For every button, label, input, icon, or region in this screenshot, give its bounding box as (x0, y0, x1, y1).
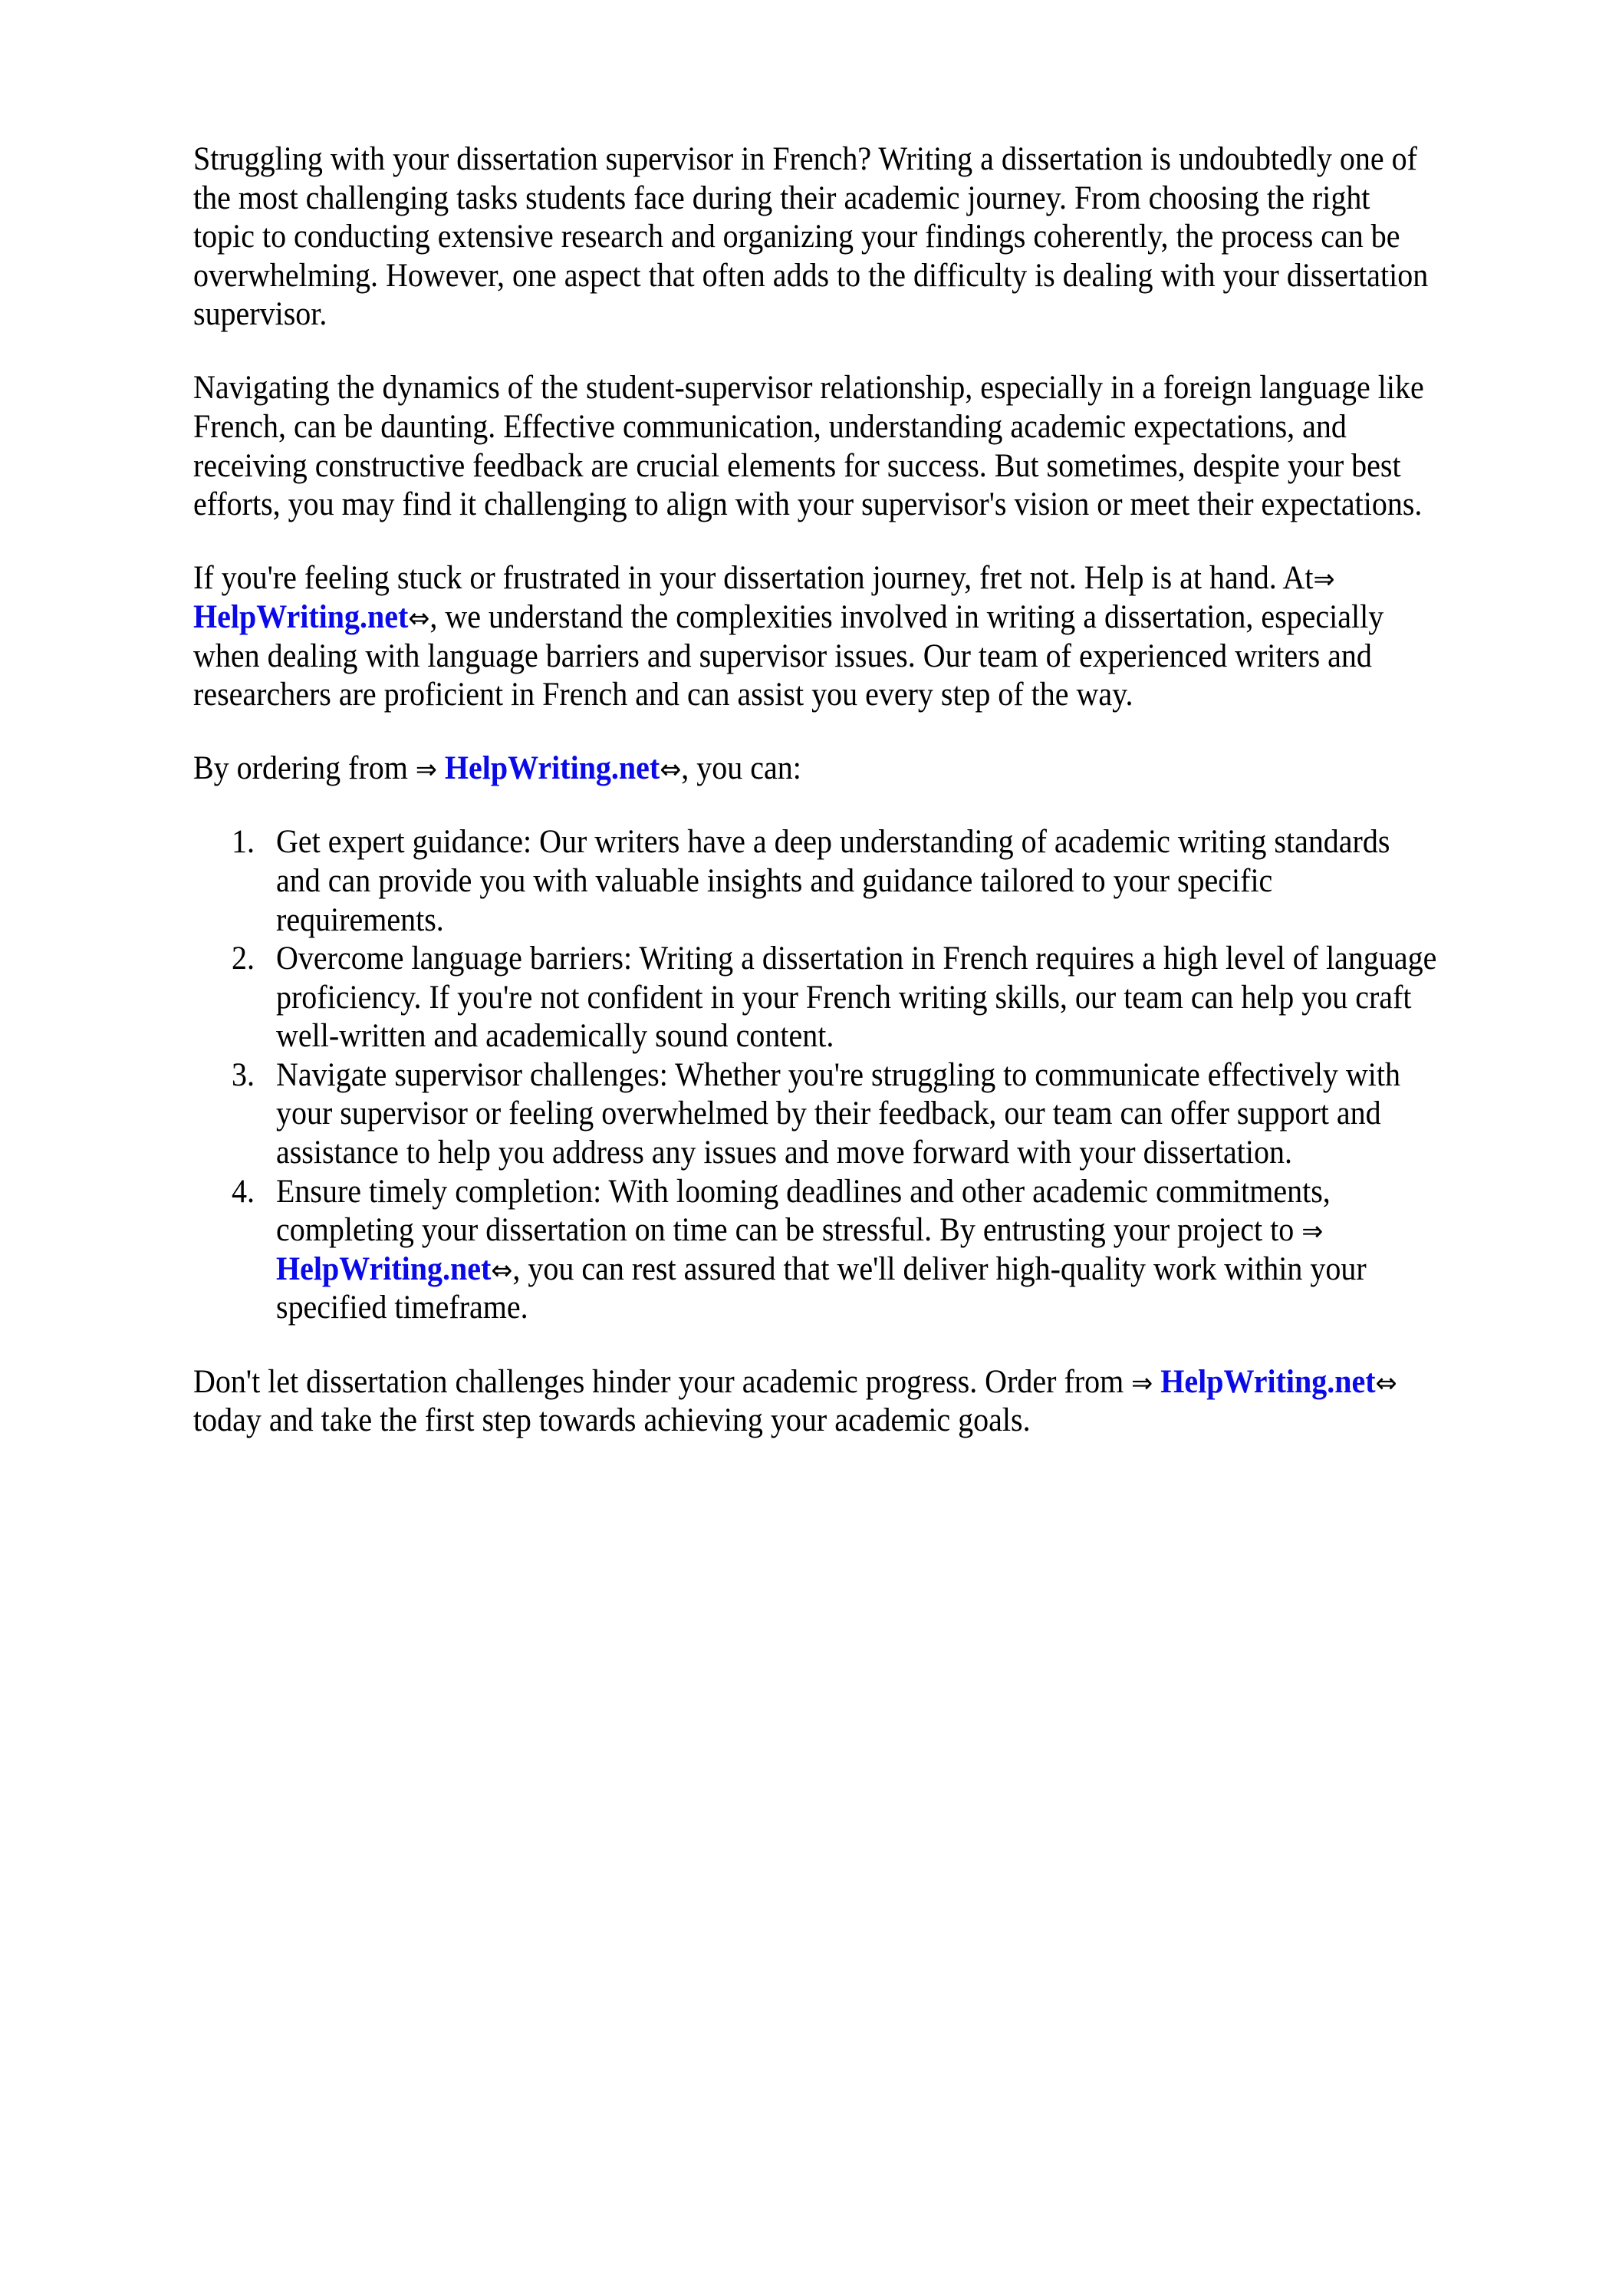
text-line: Ensure timely completion: With looming deadlines and other academic commitments, (276, 1173, 1331, 1210)
arrow-right-icon: ⇒ (1131, 1367, 1153, 1399)
text-line: receiving constructive feedback are crucial elements for success. But sometimes, despite your best (193, 447, 1401, 484)
text-line: the most challenging tasks students face during their academic journey. From choosing the right (193, 180, 1370, 216)
text-line: French, can be daunting. Effective communication, understanding academic expectations, and (193, 409, 1347, 446)
arrow-both-icon: ⇔ (491, 1254, 513, 1286)
text: completing your dissertation on time can be stressful. By entrusting your project to (276, 1212, 1302, 1249)
list-item (193, 1173, 1524, 1328)
text: If you're feeling stuck or frustrated in your dissertation journey, fret not. Help is at hand. At (193, 560, 1314, 597)
helpwriting-link[interactable]: HelpWriting.net (193, 598, 409, 635)
text-line: when dealing with language barriers and supervisor issues. Our team of experienced writers and (193, 637, 1372, 674)
paragraph-ordering (193, 749, 1524, 789)
arrow-right-icon: ⇒ (1313, 564, 1335, 596)
paragraph-dynamics (193, 369, 1524, 524)
text-line: overwhelming. However, one aspect that often adds to the difficulty is dealing with your dissertation (193, 257, 1429, 294)
helpwriting-link[interactable]: HelpWriting.net (444, 750, 660, 787)
text-line (193, 749, 1431, 789)
text: , you can: (681, 750, 801, 787)
text: By ordering from (193, 750, 416, 787)
text-line (193, 598, 1431, 637)
arrow-both-icon: ⇔ (660, 754, 682, 786)
helpwriting-link[interactable]: HelpWriting.net (1160, 1363, 1376, 1400)
text-line (193, 1363, 1431, 1402)
list-number: 2. (232, 940, 255, 977)
text-line: today and take the first step towards achieving your academic goals. (193, 1402, 1031, 1439)
arrow-right-icon: ⇒ (1301, 1216, 1324, 1248)
list-item (193, 823, 1524, 940)
text-line: well-written and academically sound content. (276, 1018, 834, 1055)
text-line: assistance to help you address any issues and move forward with your dissertation. (276, 1135, 1292, 1171)
list-item (193, 1056, 1524, 1173)
paragraph-help (193, 559, 1524, 714)
text-line: and can provide you with valuable insights and guidance tailored to your specific (276, 862, 1273, 899)
text-line: Navigating the dynamics of the student-supervisor relationship, especially in a foreign language like (193, 370, 1424, 407)
text-line: specified timeframe. (276, 1290, 528, 1326)
text-line: your supervisor or feeling overwhelmed by their feedback, our team can offer support and (276, 1095, 1381, 1132)
paragraph-intro (193, 140, 1524, 334)
text-line (193, 559, 1431, 598)
text-line: Navigate supervisor challenges: Whether you're struggling to communicate effectively with (276, 1056, 1401, 1093)
list-number: 1. (232, 824, 255, 861)
text-line: efforts, you may find it challenging to align with your supervisor's vision or meet their expectations. (193, 486, 1423, 523)
document-body (193, 140, 1524, 1475)
paragraph-closing (193, 1363, 1524, 1441)
list-number: 3. (232, 1056, 255, 1093)
text-line: Get expert guidance: Our writers have a deep understanding of academic writing standards (276, 824, 1390, 861)
text-line: topic to conducting extensive research and organizing your findings coherently, the process can be (193, 219, 1400, 255)
list-number: 4. (232, 1173, 255, 1210)
arrow-both-icon: ⇔ (1375, 1367, 1397, 1399)
text-line (276, 1211, 1436, 1250)
benefits-list (193, 823, 1524, 1328)
text-line: Overcome language barriers: Writing a dissertation in French requires a high level of language (276, 940, 1437, 977)
text-line: proficiency. If you're not confident in your French writing skills, our team can help you craft (276, 979, 1412, 1016)
arrow-both-icon: ⇔ (408, 602, 430, 634)
text-line: requirements. (276, 901, 444, 938)
text-line: researchers are proficient in French and can assist you every step of the way. (193, 677, 1133, 713)
helpwriting-link[interactable]: HelpWriting.net (276, 1250, 492, 1287)
text: Don't let dissertation challenges hinder your academic progress. Order from (193, 1363, 1132, 1400)
text: , we understand the complexities involved in writing a dissertation, especially (429, 598, 1384, 635)
text-line: Struggling with your dissertation supervisor in French? Writing a dissertation is undoubtedly one of (193, 141, 1417, 177)
list-item (193, 940, 1524, 1056)
text: , you can rest assured that we'll deliver high-quality work within your (512, 1250, 1367, 1287)
text-line (276, 1250, 1436, 1290)
arrow-right-icon: ⇒ (415, 754, 437, 786)
text-line: supervisor. (193, 296, 327, 333)
